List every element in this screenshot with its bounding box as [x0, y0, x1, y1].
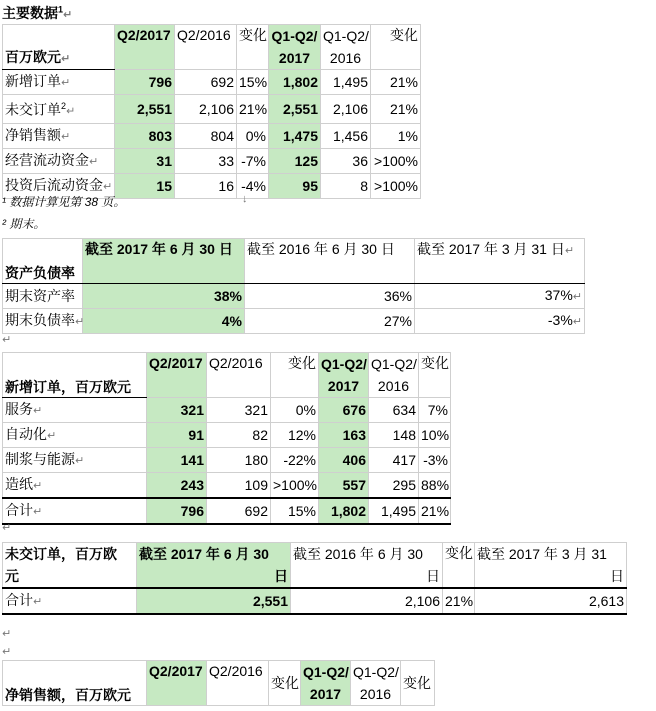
- header-q1q2-2017: Q1-Q2/ 2017: [319, 353, 369, 398]
- order-intake-label: 新增订单，百万欧元: [3, 353, 147, 398]
- row-label: 制浆与能源↵: [3, 448, 147, 473]
- row-label: 新增订单↵: [3, 70, 115, 95]
- cell: 125: [269, 148, 321, 173]
- header-jun-2016: 截至 2016 年 6 月 30 日: [245, 239, 415, 284]
- cell: 796: [115, 70, 175, 95]
- row-label: 经营流动资金↵: [3, 148, 115, 173]
- net-sales-label: 净销售额，百万欧元: [3, 661, 147, 706]
- cell: 321: [147, 398, 207, 423]
- header-q1q2-2016: Q1-Q2/ 2016: [369, 353, 419, 398]
- cell: 88%: [419, 473, 451, 499]
- cell: 796: [147, 498, 207, 524]
- header-change-ytd: 变化: [401, 661, 435, 706]
- header-q2-2017: Q2/2017: [147, 661, 207, 706]
- cell: 21%: [237, 95, 269, 124]
- header-q2-2017: Q2/2017: [147, 353, 207, 398]
- cell: -7%: [237, 148, 269, 173]
- order-intake-table: [2, 352, 451, 525]
- cell: 1,456: [321, 123, 371, 148]
- footnote-2: ² 期末。: [2, 217, 46, 231]
- key-figures-table: [2, 24, 421, 199]
- cell: 141: [147, 448, 207, 473]
- row-label: 自动化↵: [3, 423, 147, 448]
- footnote-1: ¹ 数据计算见第 38 页。 ↓: [2, 193, 248, 209]
- cell: 1,802: [319, 498, 369, 524]
- cell: 634: [369, 398, 419, 423]
- cell: 7%: [419, 398, 451, 423]
- cell: -22%: [271, 448, 319, 473]
- cell: 0%: [271, 398, 319, 423]
- cell: 148: [369, 423, 419, 448]
- cell: 1,495: [321, 70, 371, 95]
- cell: 2,106: [291, 588, 443, 614]
- table-row: [3, 123, 421, 148]
- cell: 109: [207, 473, 271, 499]
- table-row: [3, 398, 451, 423]
- row-label: 合计↵: [3, 588, 137, 614]
- cell: 2,106: [321, 95, 371, 124]
- row-label: 未交订单$^2$↵: [3, 95, 115, 124]
- header-mar-2017: 截至 2017 年 3 月 31 日↵: [415, 239, 585, 284]
- cell: 243: [147, 473, 207, 499]
- ratios-table: [2, 238, 585, 334]
- row-label: 期末资产率: [3, 284, 83, 309]
- header-jun-2017: 截至 2017 年 6 月 30 日: [137, 543, 291, 589]
- cell: 180: [207, 448, 271, 473]
- cell: 12%: [271, 423, 319, 448]
- table-row: [3, 448, 451, 473]
- cell: 163: [319, 423, 369, 448]
- cell: 21%: [371, 70, 421, 95]
- cell: 16: [175, 173, 237, 198]
- cell: 803: [115, 123, 175, 148]
- header-jun-2016: 截至 2016 年 6 月 30 日: [291, 543, 443, 589]
- header-q2-2017: Q2/2017: [115, 25, 175, 70]
- header-q1q2-2016: Q1-Q2/ 2016: [321, 25, 371, 70]
- ratios-label: 资产负债率: [3, 239, 83, 284]
- cell: 21%: [371, 95, 421, 124]
- header-jun-2017: 截至 2017 年 6 月 30 日: [83, 239, 245, 284]
- header-change-ytd: 变化: [371, 25, 421, 70]
- cell: 33: [175, 148, 237, 173]
- header-q2-2016: Q2/2016: [207, 661, 269, 706]
- cell: 15: [115, 173, 175, 198]
- cell: 692: [175, 70, 237, 95]
- cell: 2,551: [137, 588, 291, 614]
- cell: -4%: [237, 173, 269, 198]
- table-row: [3, 309, 585, 334]
- cell: 37%↵: [415, 284, 585, 309]
- row-label: 服务↵: [3, 398, 147, 423]
- table-header-unit: 百万欧元↵: [3, 25, 115, 70]
- table-row: [3, 70, 421, 95]
- cell: 1,495: [369, 498, 419, 524]
- cell: 2,551: [115, 95, 175, 124]
- header-q2-2016: Q2/2016: [175, 25, 237, 70]
- order-backlog-table: [2, 542, 627, 615]
- cell: 38%: [83, 284, 245, 309]
- header-change: 变化: [271, 353, 319, 398]
- table-row: [3, 95, 421, 124]
- cell: 2,613: [475, 588, 627, 614]
- cell: 15%: [237, 70, 269, 95]
- header-q1q2-2016: Q1-Q2/ 2016: [351, 661, 401, 706]
- row-label: 造纸↵: [3, 473, 147, 499]
- cell: -3%↵: [415, 309, 585, 334]
- cell: 417: [369, 448, 419, 473]
- order-backlog-label: 未交订单，百万欧 元: [3, 543, 137, 589]
- header-q1q2-2017: Q1-Q2/ 2017: [269, 25, 321, 70]
- cell: -3%: [419, 448, 451, 473]
- table-row: [3, 423, 451, 448]
- net-sales-table: [2, 660, 435, 706]
- header-q1q2-2017: Q1-Q2/ 2017: [301, 661, 351, 706]
- cell: 36: [321, 148, 371, 173]
- cell: 406: [319, 448, 369, 473]
- cell: 4%: [83, 309, 245, 334]
- cell: 8: [321, 173, 371, 198]
- paragraph-mark: ↵: [2, 628, 12, 640]
- cell: 0%: [237, 123, 269, 148]
- cell: 692: [207, 498, 271, 524]
- cell: >100%: [371, 173, 421, 198]
- row-label: 合计↵: [3, 498, 147, 524]
- header-change: 变化: [443, 543, 475, 589]
- table-row-total: [3, 588, 627, 614]
- cell: 321: [207, 398, 271, 423]
- header-change-ytd: 变化: [419, 353, 451, 398]
- section1-title: 主要数据$^1$↵: [2, 4, 73, 21]
- cell: 295: [369, 473, 419, 499]
- paragraph-mark: ↵: [2, 334, 12, 346]
- cell: 91: [147, 423, 207, 448]
- table-row-total: [3, 498, 451, 524]
- table-row: [3, 473, 451, 499]
- cell: 804: [175, 123, 237, 148]
- cell: >100%: [271, 473, 319, 499]
- cell: 21%: [419, 498, 451, 524]
- row-label: 投资后流动资金↵: [3, 173, 115, 198]
- cell: 1%: [371, 123, 421, 148]
- cell: 1,475: [269, 123, 321, 148]
- cell: 21%: [443, 588, 475, 614]
- header-change: 变化: [269, 661, 301, 706]
- cell: >100%: [371, 148, 421, 173]
- paragraph-mark: ↵: [2, 646, 12, 658]
- cell: 36%: [245, 284, 415, 309]
- cell: 1,802: [269, 70, 321, 95]
- header-q2-2016: Q2/2016: [207, 353, 271, 398]
- cell: 557: [319, 473, 369, 499]
- header-mar-2017: 截至 2017 年 3 月 31 日: [475, 543, 627, 589]
- cell: 95: [269, 173, 321, 198]
- cell: 15%: [271, 498, 319, 524]
- row-label: 期末负债率↵: [3, 309, 83, 334]
- paragraph-mark: ↵: [2, 522, 12, 534]
- cell: 10%: [419, 423, 451, 448]
- header-change: 变化: [237, 25, 269, 70]
- cell: 2,551: [269, 95, 321, 124]
- cell: 31: [115, 148, 175, 173]
- cell: 82: [207, 423, 271, 448]
- cell: 2,106: [175, 95, 237, 124]
- row-label: 净销售额↵: [3, 123, 115, 148]
- table-row: [3, 284, 585, 309]
- cell: 676: [319, 398, 369, 423]
- cell: 27%: [245, 309, 415, 334]
- table-row: [3, 148, 421, 173]
